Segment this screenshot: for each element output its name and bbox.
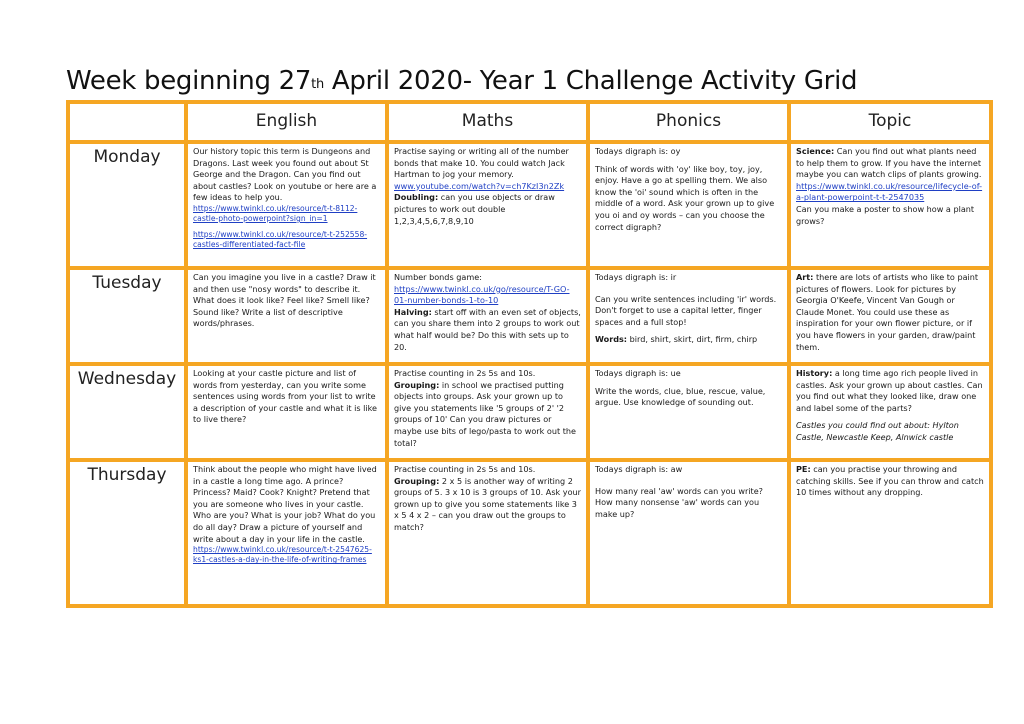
english-text: Looking at your castle picture and list of words from yesterday, can you write some sentences using words from your list to write a description of your castle and what it is like to live there? [193,368,378,425]
maths-text-2: start off with an even set of objects, can you share them into 2 groups to work out what half would be? Do this with sets up to 20. [394,306,581,352]
english-text: Can you imagine you live in a castle? Draw it and then use "nosy words" to describe it. What does it look like? Feel like? Smell like? Sound like? Write a list of descriptive words/phrases. [193,272,376,329]
maths-text: Practise saying or writing all of the number bonds that make 10. You could watch Jack Hartman to jog your memory. [394,146,569,180]
maths-bold-label: Grouping: [394,475,440,486]
day-label: Monday [68,142,186,268]
english-cell [186,142,387,268]
topic-text: Can you find out what plants need to help them to grow. If you have the internet maybe you can watch clips of plants growing. [796,146,982,180]
english-cell [186,364,387,460]
phonics-cell [588,364,789,460]
resource-link[interactable]: https://www.twinkl.co.uk/resource/t-t-2547625-ks1-castles-a-day-in-the-life-of-writing-frames [193,545,372,565]
english-cell [186,268,387,364]
english-text: Our history topic this term is Dungeons and Dragons. Last week you found out about St George and the Dragon. Can you find out about castles? Look on youtube or here are a few ideas to help you. [193,146,377,203]
phonics-cell [588,460,789,606]
header-topic: Topic [789,102,991,142]
header-maths: Maths [387,102,588,142]
day-label: Wednesday [68,364,186,460]
topic-cell [789,142,991,268]
row-wednesday [68,364,991,460]
phonics-cell [588,142,789,268]
phonics-text: How many real 'aw' words can you write? How many nonsense 'aw' words can you make up? [595,485,763,519]
phonics-bold-label: Words: [595,334,628,345]
phonics-digraph: Todays digraph is: ue [595,368,681,378]
english-text: Think about the people who might have lived in a castle a long time ago. A prince? Princess? Maid? Cook? Knight? Pretend that you are someone who lives in your castle. Who are you? What is your job? What do you do all day? Draw a picture of yourself and write about a day in your life in the castle. [193,464,377,544]
maths-cell [387,460,588,606]
corner-cell [68,102,186,142]
maths-cell [387,364,588,460]
topic-text-2: Can you make a poster to show how a plant grows? [796,203,975,226]
topic-cell [789,268,991,364]
topic-bold-label: Art: [796,272,814,282]
maths-bold-label: Halving: [394,306,432,317]
title-prefix: Week beginning 27 [66,66,312,96]
maths-text: Number bonds game: [394,272,482,282]
topic-text: a long time ago rich people lived in castles. Ask your grown up about castles. Can you find out what they looked like, draw one and label some of the parts? [796,368,983,413]
topic-text: there are lots of artists who like to paint pictures of flowers. Look for pictures by Georgia O'Keefe, Vincent Van Gough or Claude Monet. You could use these as inspiration for your own flower picture, or if you have flowers in your garden, draw/paint them. [796,272,979,352]
phonics-text: Think of words with 'oy' like boy, toy, joy, enjoy. Have a go at spelling them. We also know the 'oi' sound which is often in the middle of a word. Ask your grown up to give you oi and oy words – can you choose the correct digraph? [595,163,775,232]
topic-bold-label: History: [796,368,833,378]
row-tuesday [68,268,991,364]
resource-link[interactable]: https://www.twinkl.co.uk/go/resource/T-GO-01-number-bonds-1-to-10 [394,283,570,306]
maths-text-2: can you use objects or draw pictures to work out double 1,2,3,4,5,6,7,8,9,10 [394,192,555,226]
topic-cell [789,364,991,460]
phonics-cell [588,268,789,364]
header-phonics: Phonics [588,102,789,142]
maths-bold-label: Grouping: [394,379,440,390]
header-english: English [186,102,387,142]
topic-bold-label: PE: [796,464,811,474]
maths-bold-label: Doubling: [394,192,439,203]
day-label: Tuesday [68,268,186,364]
phonics-text-2: bird, shirt, skirt, dirt, firm, chirp [627,334,758,345]
phonics-digraph: Todays digraph is: ir [595,272,677,282]
page-title [66,64,858,98]
topic-cell [789,460,991,606]
english-cell [186,460,387,606]
activity-grid [66,100,993,608]
maths-text: Practise counting in 2s 5s and 10s. [394,464,536,474]
phonics-digraph: Todays digraph is: oy [595,146,681,156]
maths-text-2: in school we practised putting objects into groups. Ask your grown up to give you statements like '5 groups of 2' '2 groups of 10' Can you draw pictures or maybe use bits of lego/pasta to work out the total? [394,379,576,448]
day-label: Thursday [68,460,186,606]
resource-link[interactable]: https://www.twinkl.co.uk/resource/lifecycle-of-a-plant-powerpoint-t-t-2547035 [796,180,983,203]
resource-link[interactable]: https://www.twinkl.co.uk/resource/t-t-252558-castles-differentiated-fact-file [193,229,368,249]
topic-italic-note: Castles you could find out about: Hylton Castle, Newcastle Keep, Alnwick castle [796,420,959,442]
maths-text-2: 2 x 5 is another way of writing 2 groups of 5. 3 x 10 is 3 groups of 10. Ask your grown up to give you some statements like 3 x 5 4 x 2 – can you draw out the groups to match? [394,475,582,532]
row-thursday [68,460,991,606]
topic-bold-label: Science: [796,146,835,156]
header-row [68,102,991,142]
resource-link[interactable]: https://www.twinkl.co.uk/resource/t-t-8112-castle-photo-powerpoint?sign_in=1 [193,203,358,223]
maths-text: Practise counting in 2s 5s and 10s. [394,368,536,378]
youtube-link[interactable]: www.youtube.com/watch?v=ch7KzI3n2Zk [394,180,565,191]
phonics-digraph: Todays digraph is: aw [595,464,683,474]
maths-cell [387,142,588,268]
row-monday [68,142,991,268]
maths-cell [387,268,588,364]
phonics-text: Write the words, clue, blue, rescue, value, argue. Use knowledge of sounding out. [595,385,766,408]
title-suffix: April 2020- Year 1 Challenge Activity Grid [323,66,858,96]
topic-text: can you practise your throwing and catching skills. See if you can throw and catch 10 times without any dropping. [796,464,984,498]
title-superscript: th [311,77,324,92]
phonics-text: Can you write sentences including 'ir' words. Don't forget to use a capital letter, finger spaces and a full stop! [595,293,777,327]
